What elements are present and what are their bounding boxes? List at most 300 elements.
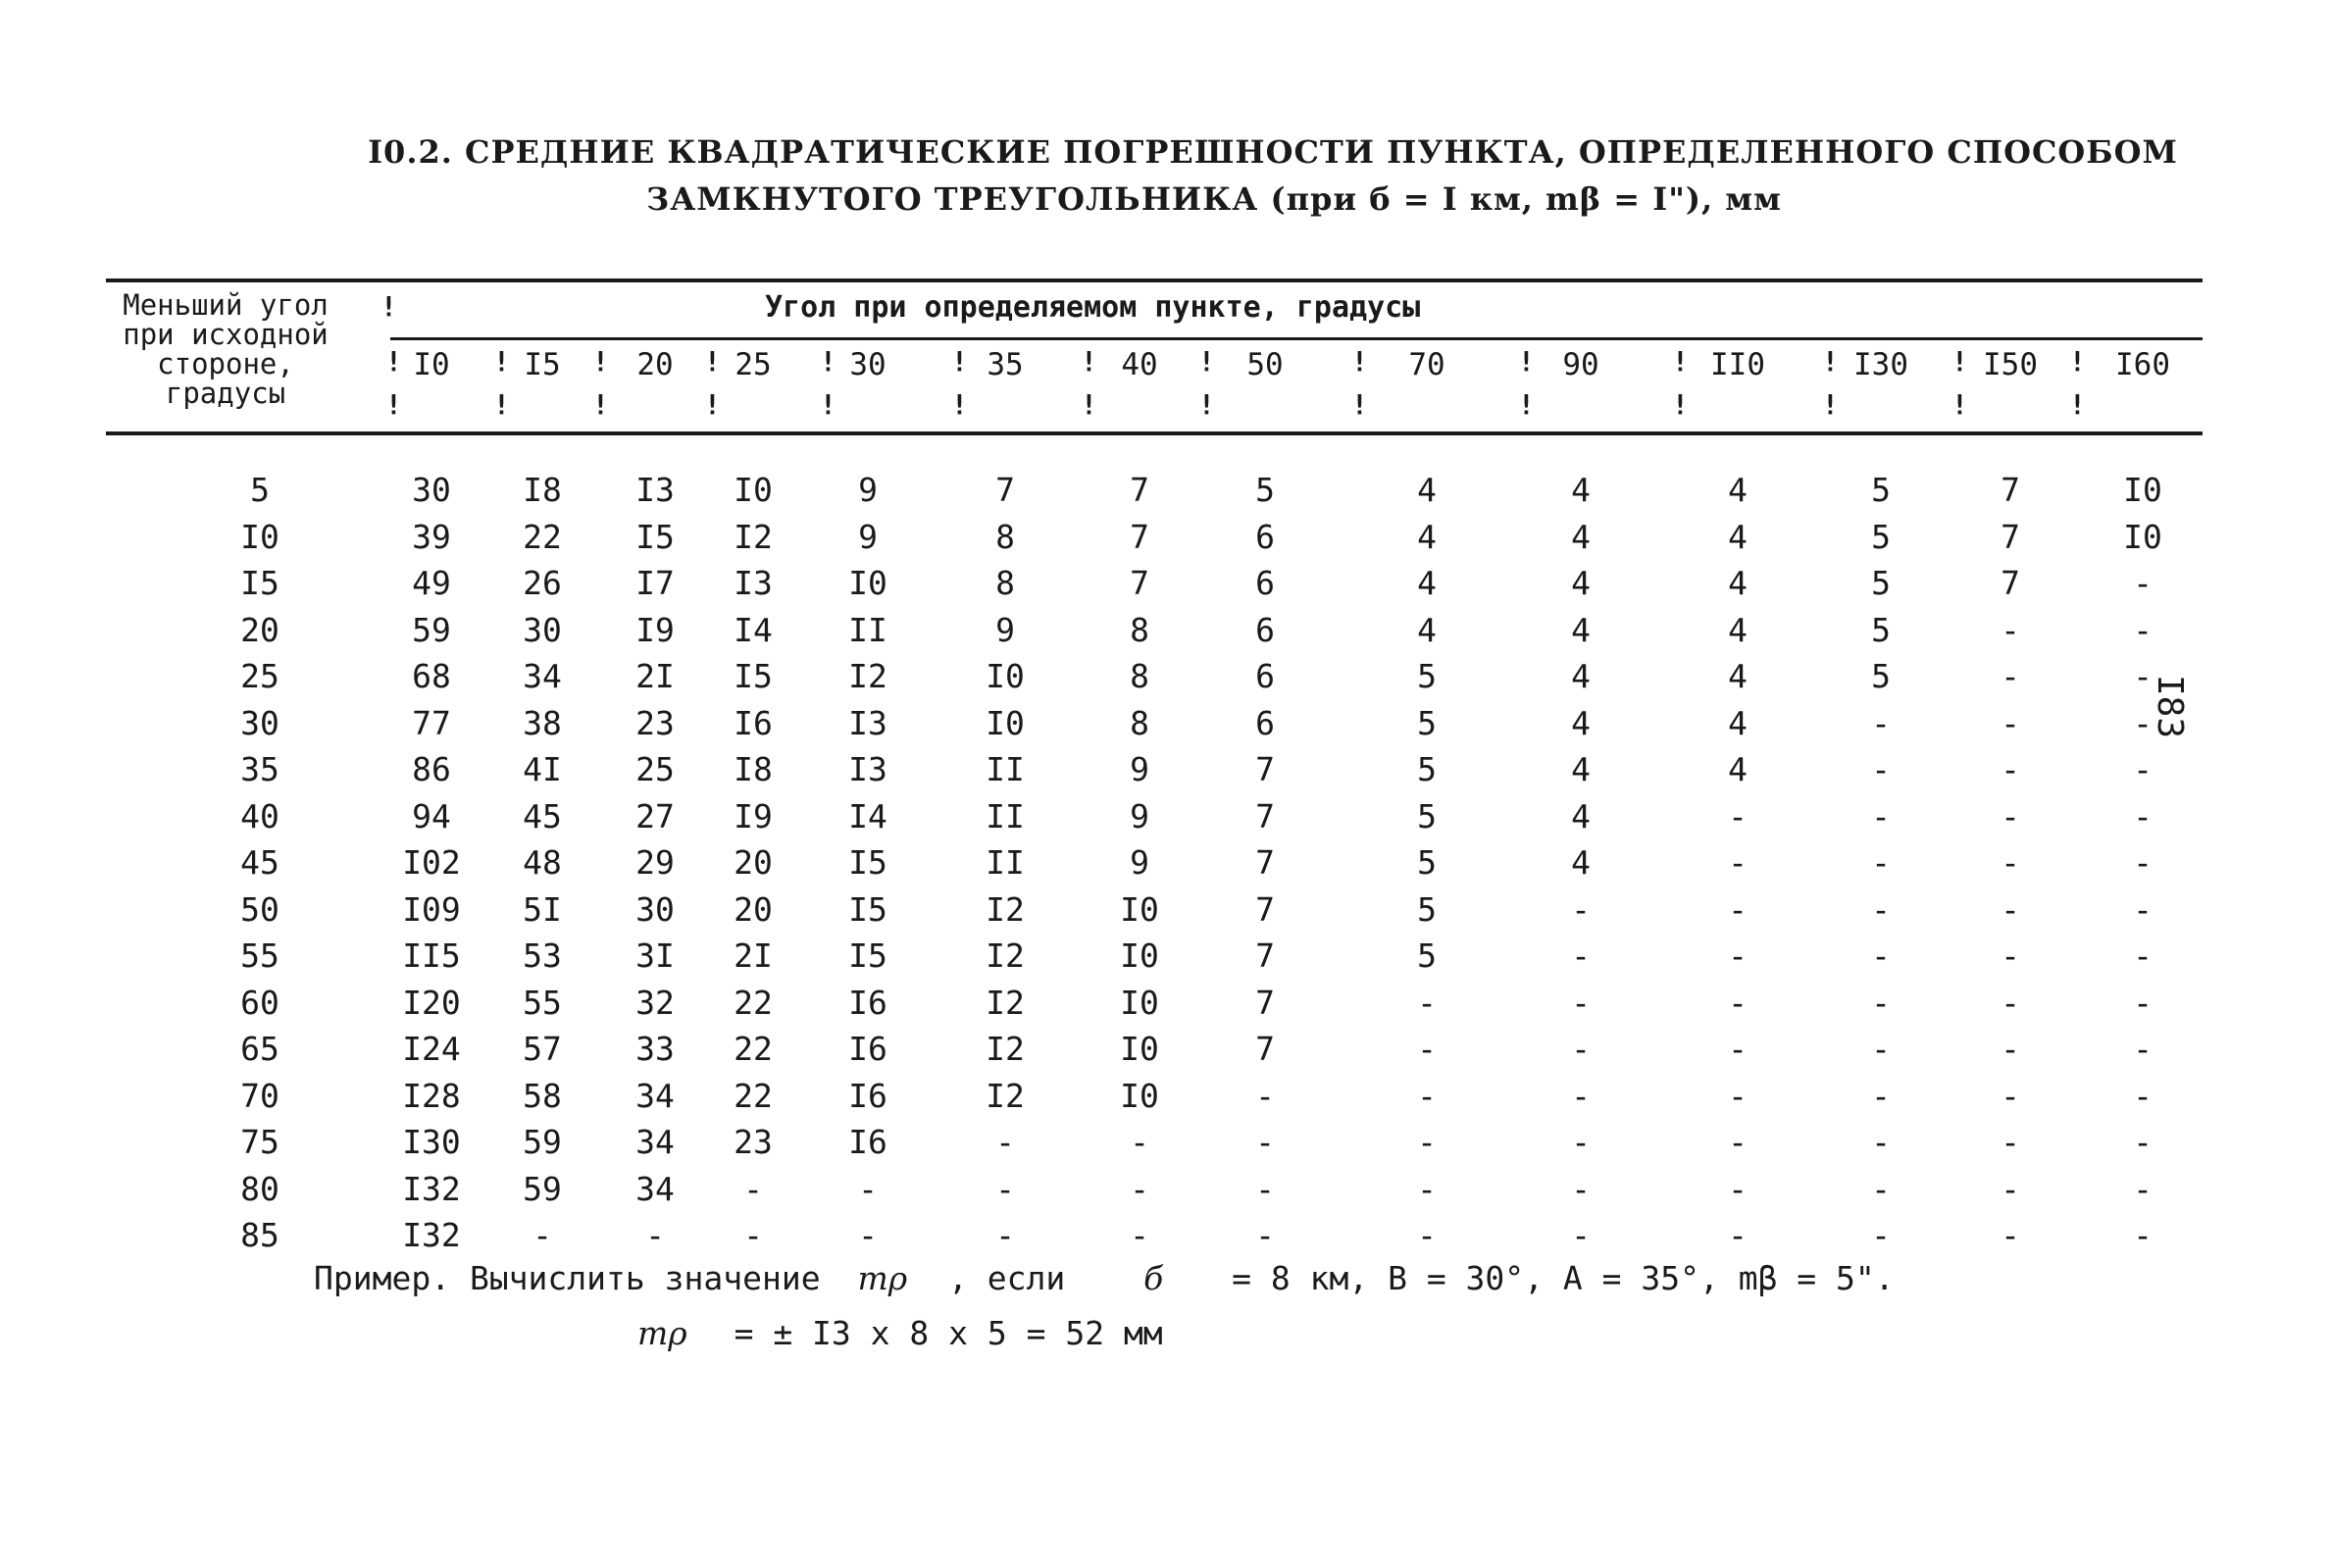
table-cell: 9 xyxy=(1130,797,1149,835)
table-cell: - xyxy=(2001,1216,2020,1254)
table-cell: 22 xyxy=(734,1077,773,1115)
table-cell: 22 xyxy=(734,984,773,1022)
table-cell: 4 xyxy=(1571,797,1591,835)
table-cell: I0 xyxy=(2123,471,2162,509)
column-separator: ! xyxy=(592,388,609,421)
column-separator: ! xyxy=(1951,345,1968,378)
column-separator: ! xyxy=(493,345,510,378)
table-cell: 7 xyxy=(1255,843,1275,882)
table-cell: I6 xyxy=(848,984,887,1022)
column-separator: ! xyxy=(493,388,510,421)
row-label: 30 xyxy=(240,704,279,742)
table-cell: - xyxy=(1571,890,1591,929)
table-cell: - xyxy=(1417,984,1437,1022)
table-cell: II xyxy=(848,611,887,649)
table-cell: - xyxy=(2133,1123,2153,1161)
table-cell: 30 xyxy=(412,471,451,509)
table-cell: 4 xyxy=(1571,611,1591,649)
table-cell: I0 xyxy=(1120,890,1159,929)
table-cell: - xyxy=(2133,797,2153,835)
stub-header-line-1: Меньший угол xyxy=(123,288,329,322)
column-header: II0 xyxy=(1710,347,1765,382)
table-cell: 23 xyxy=(635,704,675,742)
table-cell: I6 xyxy=(848,1030,887,1068)
table-cell: I5 xyxy=(848,936,887,975)
table-cell: I5 xyxy=(734,657,773,695)
column-group-header: Угол при определяемом пункте, градусы xyxy=(765,290,1421,325)
table-cell: 23 xyxy=(734,1123,773,1161)
table-cell: 2I xyxy=(635,657,675,695)
table-cell: I9 xyxy=(635,611,675,649)
table-cell: 7 xyxy=(1255,750,1275,788)
row-label: 60 xyxy=(240,984,279,1022)
column-header: 50 xyxy=(1246,347,1284,382)
column-separator: ! xyxy=(820,345,836,378)
table-cell: - xyxy=(2133,611,2153,649)
table-cell: 8 xyxy=(995,564,1015,602)
example-formula xyxy=(637,1314,1163,1352)
table-cell: - xyxy=(1255,1216,1275,1254)
table-cell: - xyxy=(2001,1123,2020,1161)
table-cell: 9 xyxy=(995,611,1015,649)
table-cell: - xyxy=(1255,1123,1275,1161)
table-cell: I30 xyxy=(402,1123,461,1161)
stub-header-line-4: градусы xyxy=(165,377,286,410)
table-cell: I32 xyxy=(402,1216,461,1254)
table-cell: I9 xyxy=(734,797,773,835)
row-label: 75 xyxy=(240,1123,279,1161)
table-cell: - xyxy=(1417,1216,1437,1254)
column-separator: ! xyxy=(1198,345,1215,378)
table-cell: 7 xyxy=(1130,518,1149,556)
column-separator: ! xyxy=(704,388,721,421)
column-header: 25 xyxy=(734,347,772,382)
table-cell: I3 xyxy=(635,471,675,509)
column-separator: ! xyxy=(1081,388,1097,421)
table-cell: 9 xyxy=(858,471,878,509)
table-cell: I0 xyxy=(848,564,887,602)
table-cell: - xyxy=(2001,797,2020,835)
table-cell: 4 xyxy=(1728,704,1748,742)
table-cell: I0 xyxy=(986,704,1025,742)
column-separator: ! xyxy=(1822,345,1839,378)
column-separator: ! xyxy=(1951,388,1968,421)
table-cell: - xyxy=(1871,797,1891,835)
table-cell: - xyxy=(1417,1123,1437,1161)
table-cell: I3 xyxy=(734,564,773,602)
table-cell: I2 xyxy=(986,1030,1025,1068)
column-separator: ! xyxy=(1518,345,1535,378)
table-cell: - xyxy=(2001,1077,2020,1115)
table-cell: - xyxy=(1871,750,1891,788)
table-cell: 4 xyxy=(1417,611,1437,649)
table-cell: - xyxy=(1871,843,1891,882)
table-cell: 4 xyxy=(1728,471,1748,509)
table-cell: I4 xyxy=(734,611,773,649)
table-cell: 5 xyxy=(1417,704,1437,742)
table-cell: - xyxy=(2133,564,2153,602)
table-cell: 4 xyxy=(1417,564,1437,602)
row-label: 5 xyxy=(250,471,270,509)
table-cell: I0 xyxy=(1120,1030,1159,1068)
table-cell: I6 xyxy=(734,704,773,742)
table-cell: I5 xyxy=(848,890,887,929)
table-cell: 4 xyxy=(1571,564,1591,602)
table-cell: 34 xyxy=(635,1123,675,1161)
table-cell: I6 xyxy=(848,1077,887,1115)
table-cell: 48 xyxy=(523,843,562,882)
table-cell: - xyxy=(1871,1170,1891,1208)
table-cell: I2 xyxy=(986,936,1025,975)
table-cell: - xyxy=(2133,704,2153,742)
table-cell: - xyxy=(2133,1170,2153,1208)
table-cell: - xyxy=(1728,1077,1748,1115)
table-cell: I5 xyxy=(635,518,675,556)
top-rule xyxy=(106,278,2203,282)
table-cell: I0 xyxy=(986,657,1025,695)
table-cell: I0 xyxy=(1120,984,1159,1022)
table-cell: 5 xyxy=(1255,471,1275,509)
row-label: I0 xyxy=(240,518,279,556)
table-cell: 6 xyxy=(1255,657,1275,695)
table-cell: I5 xyxy=(848,843,887,882)
table-cell: I0 xyxy=(2123,518,2162,556)
table-cell: I8 xyxy=(734,750,773,788)
table-cell: 86 xyxy=(412,750,451,788)
row-label: 85 xyxy=(240,1216,279,1254)
table-cell: - xyxy=(1871,1123,1891,1161)
table-cell: - xyxy=(2133,750,2153,788)
table-cell: I2 xyxy=(986,1077,1025,1115)
column-separator: ! xyxy=(951,388,968,421)
table-cell: - xyxy=(1255,1170,1275,1208)
column-separator: ! xyxy=(1672,388,1689,421)
table-cell: 3I xyxy=(635,936,675,975)
table-cell: - xyxy=(1571,1123,1591,1161)
table-cell: - xyxy=(1728,797,1748,835)
table-cell: - xyxy=(1417,1030,1437,1068)
table-cell: I3 xyxy=(848,750,887,788)
row-label: 25 xyxy=(240,657,279,695)
table-cell: II5 xyxy=(402,936,461,975)
table-cell: 34 xyxy=(635,1170,675,1208)
table-cell: 5 xyxy=(1871,518,1891,556)
table-cell: II xyxy=(986,797,1025,835)
table-cell: 22 xyxy=(523,518,562,556)
table-cell: - xyxy=(1728,1030,1748,1068)
table-cell: 4 xyxy=(1728,750,1748,788)
table-cell: - xyxy=(1571,1030,1591,1068)
table-cell: I8 xyxy=(523,471,562,509)
column-header: 90 xyxy=(1562,347,1599,382)
table-cell: 20 xyxy=(734,843,773,882)
column-header: 20 xyxy=(636,347,674,382)
column-separator: ! xyxy=(2069,345,2086,378)
table-cell: 45 xyxy=(523,797,562,835)
table-cell: 4 xyxy=(1728,657,1748,695)
table-cell: - xyxy=(858,1216,878,1254)
table-title-line-1: I0.2. СРЕДНИЕ КВАДРАТИЧЕСКИЕ ПОГРЕШНОСТИ ПУНКТА, ОПРЕДЕЛЕННОГО СПОСОБОМ xyxy=(368,133,2178,171)
table-cell: - xyxy=(2133,1077,2153,1115)
table-cell: 4 xyxy=(1728,518,1748,556)
table-cell: 68 xyxy=(412,657,451,695)
table-cell: - xyxy=(2001,936,2020,975)
table-cell: - xyxy=(1871,936,1891,975)
table-cell: I24 xyxy=(402,1030,461,1068)
column-separator: ! xyxy=(385,345,402,378)
table-cell: 34 xyxy=(635,1077,675,1115)
table-cell: I2 xyxy=(986,984,1025,1022)
table-cell: - xyxy=(1130,1216,1149,1254)
table-cell: - xyxy=(1571,936,1591,975)
table-cell: - xyxy=(2133,936,2153,975)
table-cell: 5 xyxy=(1417,936,1437,975)
table-cell: 25 xyxy=(635,750,675,788)
table-cell: - xyxy=(2133,890,2153,929)
table-cell: 39 xyxy=(412,518,451,556)
table-cell: - xyxy=(1728,843,1748,882)
table-cell: - xyxy=(645,1216,665,1254)
row-label: 55 xyxy=(240,936,279,975)
table-cell: 2I xyxy=(734,936,773,975)
header-separator: ! xyxy=(380,290,397,323)
table-cell: - xyxy=(1871,704,1891,742)
column-header: I60 xyxy=(2115,347,2170,382)
table-cell: I28 xyxy=(402,1077,461,1115)
table-cell: 5 xyxy=(1871,471,1891,509)
table-cell: 7 xyxy=(2001,564,2020,602)
table-cell: 5 xyxy=(1871,611,1891,649)
mp-symbol: mρ xyxy=(857,1259,908,1297)
table-cell: - xyxy=(1728,1170,1748,1208)
table-cell: II xyxy=(986,750,1025,788)
row-label: 40 xyxy=(240,797,279,835)
table-cell: 7 xyxy=(2001,518,2020,556)
table-cell: - xyxy=(2133,843,2153,882)
table-cell: 4 xyxy=(1571,704,1591,742)
table-cell: 4I xyxy=(523,750,562,788)
table-cell: 26 xyxy=(523,564,562,602)
table-cell: - xyxy=(1871,984,1891,1022)
table-cell: 38 xyxy=(523,704,562,742)
table-cell: 6 xyxy=(1255,564,1275,602)
column-separator: ! xyxy=(1672,345,1689,378)
example-middle: , если xyxy=(948,1259,1066,1297)
table-cell: - xyxy=(1130,1170,1149,1208)
table-cell: 4 xyxy=(1571,657,1591,695)
table-cell: 20 xyxy=(734,890,773,929)
table-cell: - xyxy=(1255,1077,1275,1115)
table-cell: - xyxy=(1871,1216,1891,1254)
column-header: 35 xyxy=(987,347,1024,382)
row-label: 50 xyxy=(240,890,279,929)
table-cell: 5 xyxy=(1871,564,1891,602)
table-cell: 4 xyxy=(1571,843,1591,882)
table-cell: - xyxy=(1571,1216,1591,1254)
column-separator: ! xyxy=(2069,388,2086,421)
table-cell: 9 xyxy=(1130,750,1149,788)
table-cell: 8 xyxy=(1130,657,1149,695)
table-cell: 59 xyxy=(523,1170,562,1208)
table-cell: 7 xyxy=(2001,471,2020,509)
table-cell: 29 xyxy=(635,843,675,882)
table-cell: 7 xyxy=(1130,471,1149,509)
row-label: 35 xyxy=(240,750,279,788)
column-header: I0 xyxy=(413,347,450,382)
table-cell: 7 xyxy=(1255,797,1275,835)
example-line xyxy=(314,1259,1895,1297)
table-cell: I7 xyxy=(635,564,675,602)
table-cell: - xyxy=(1871,1077,1891,1115)
table-cell: 55 xyxy=(523,984,562,1022)
table-cell: - xyxy=(1571,1077,1591,1115)
table-cell: 4 xyxy=(1571,471,1591,509)
table-cell: 6 xyxy=(1255,518,1275,556)
table-cell: - xyxy=(1871,1030,1891,1068)
table-cell: 9 xyxy=(1130,843,1149,882)
column-header: I50 xyxy=(1983,347,2038,382)
row-label: 20 xyxy=(240,611,279,649)
table-cell: 8 xyxy=(1130,704,1149,742)
table-cell: - xyxy=(1728,984,1748,1022)
table-cell: I09 xyxy=(402,890,461,929)
table-cell: - xyxy=(2001,611,2020,649)
table-cell: - xyxy=(2001,750,2020,788)
column-separator: ! xyxy=(385,388,402,421)
table-cell: 33 xyxy=(635,1030,675,1068)
table-cell: - xyxy=(2133,1030,2153,1068)
table-cell: - xyxy=(2001,984,2020,1022)
column-separator: ! xyxy=(951,345,968,378)
row-label: 65 xyxy=(240,1030,279,1068)
example-prefix: Пример. Вычислить значение xyxy=(314,1259,821,1297)
table-cell: 7 xyxy=(995,471,1015,509)
table-cell: - xyxy=(995,1216,1015,1254)
table-cell: 5 xyxy=(1871,657,1891,695)
table-cell: - xyxy=(2001,843,2020,882)
table-cell: 4 xyxy=(1417,518,1437,556)
table-cell: - xyxy=(1417,1077,1437,1115)
table-cell: - xyxy=(1417,1170,1437,1208)
row-label: 70 xyxy=(240,1077,279,1115)
table-cell: 6 xyxy=(1255,611,1275,649)
column-header: I5 xyxy=(524,347,561,382)
column-header: 70 xyxy=(1408,347,1445,382)
table-cell: - xyxy=(743,1216,763,1254)
table-cell: 9 xyxy=(858,518,878,556)
formula-lhs: mρ xyxy=(637,1314,687,1352)
stub-header-line-2: при исходной xyxy=(123,318,329,351)
table-cell: - xyxy=(2133,984,2153,1022)
table-cell: II xyxy=(986,843,1025,882)
table-cell: 5 xyxy=(1417,843,1437,882)
column-separator: ! xyxy=(820,388,836,421)
row-label: I5 xyxy=(240,564,279,602)
table-cell: - xyxy=(532,1216,552,1254)
formula-rhs: = ± I3 x 8 x 5 = 52 мм xyxy=(734,1314,1163,1352)
table-cell: 53 xyxy=(523,936,562,975)
table-cell: 22 xyxy=(734,1030,773,1068)
table-cell: - xyxy=(2133,1216,2153,1254)
table-cell: 34 xyxy=(523,657,562,695)
table-cell: - xyxy=(743,1170,763,1208)
table-cell: - xyxy=(2001,890,2020,929)
table-cell: 59 xyxy=(523,1123,562,1161)
table-cell: - xyxy=(1728,936,1748,975)
table-cell: - xyxy=(2001,704,2020,742)
table-cell: I20 xyxy=(402,984,461,1022)
table-cell: - xyxy=(1571,1170,1591,1208)
table-cell: I0 xyxy=(734,471,773,509)
table-cell: - xyxy=(995,1170,1015,1208)
table-cell: 27 xyxy=(635,797,675,835)
table-cell: 59 xyxy=(412,611,451,649)
table-cell: - xyxy=(858,1170,878,1208)
table-cell: 58 xyxy=(523,1077,562,1115)
table-cell: 57 xyxy=(523,1030,562,1068)
table-cell: - xyxy=(1571,984,1591,1022)
table-cell: 4 xyxy=(1728,564,1748,602)
column-separator: ! xyxy=(1081,345,1097,378)
table-cell: I4 xyxy=(848,797,887,835)
table-cell: - xyxy=(2001,657,2020,695)
table-cell: - xyxy=(2001,1170,2020,1208)
table-cell: 7 xyxy=(1255,936,1275,975)
table-cell: - xyxy=(1728,890,1748,929)
table-cell: - xyxy=(1130,1123,1149,1161)
table-cell: 4 xyxy=(1417,471,1437,509)
table-cell: 8 xyxy=(1130,611,1149,649)
table-cell: I32 xyxy=(402,1170,461,1208)
table-cell: 5 xyxy=(1417,750,1437,788)
table-cell: 5I xyxy=(523,890,562,929)
table-cell: I3 xyxy=(848,704,887,742)
table-cell: I2 xyxy=(986,890,1025,929)
table-cell: 7 xyxy=(1255,1030,1275,1068)
group-rule xyxy=(390,337,2203,340)
table-cell: 7 xyxy=(1130,564,1149,602)
table-cell: - xyxy=(2133,657,2153,695)
table-cell: I0 xyxy=(1120,1077,1159,1115)
table-cell: 5 xyxy=(1417,890,1437,929)
column-separator: ! xyxy=(1518,388,1535,421)
column-header: I30 xyxy=(1853,347,1908,382)
column-separator: ! xyxy=(1351,345,1368,378)
table-cell: 4 xyxy=(1571,750,1591,788)
table-cell: I0 xyxy=(1120,936,1159,975)
table-cell: 77 xyxy=(412,704,451,742)
column-header: 30 xyxy=(849,347,886,382)
row-label: 45 xyxy=(240,843,279,882)
example-conditions: = 8 км, B = 30°, A = 35°, mβ = 5". xyxy=(1232,1259,1895,1297)
table-cell: 94 xyxy=(412,797,451,835)
column-separator: ! xyxy=(1198,388,1215,421)
table-cell: 8 xyxy=(995,518,1015,556)
table-cell: I2 xyxy=(734,518,773,556)
table-cell: 4 xyxy=(1571,518,1591,556)
table-cell: - xyxy=(1871,890,1891,929)
table-title-line-2: ЗАМКНУТОГО ТРЕУГОЛЬНИКА (при б = I км, mβ = I"), мм xyxy=(646,180,1782,218)
table-cell: 5 xyxy=(1417,797,1437,835)
table-cell: 32 xyxy=(635,984,675,1022)
table-cell: 7 xyxy=(1255,984,1275,1022)
table-cell: I6 xyxy=(848,1123,887,1161)
header-bottom-rule xyxy=(106,431,2203,435)
table-cell: I2 xyxy=(848,657,887,695)
table-cell: - xyxy=(1728,1123,1748,1161)
page-number: I83 xyxy=(2150,674,2191,739)
table-cell: I02 xyxy=(402,843,461,882)
